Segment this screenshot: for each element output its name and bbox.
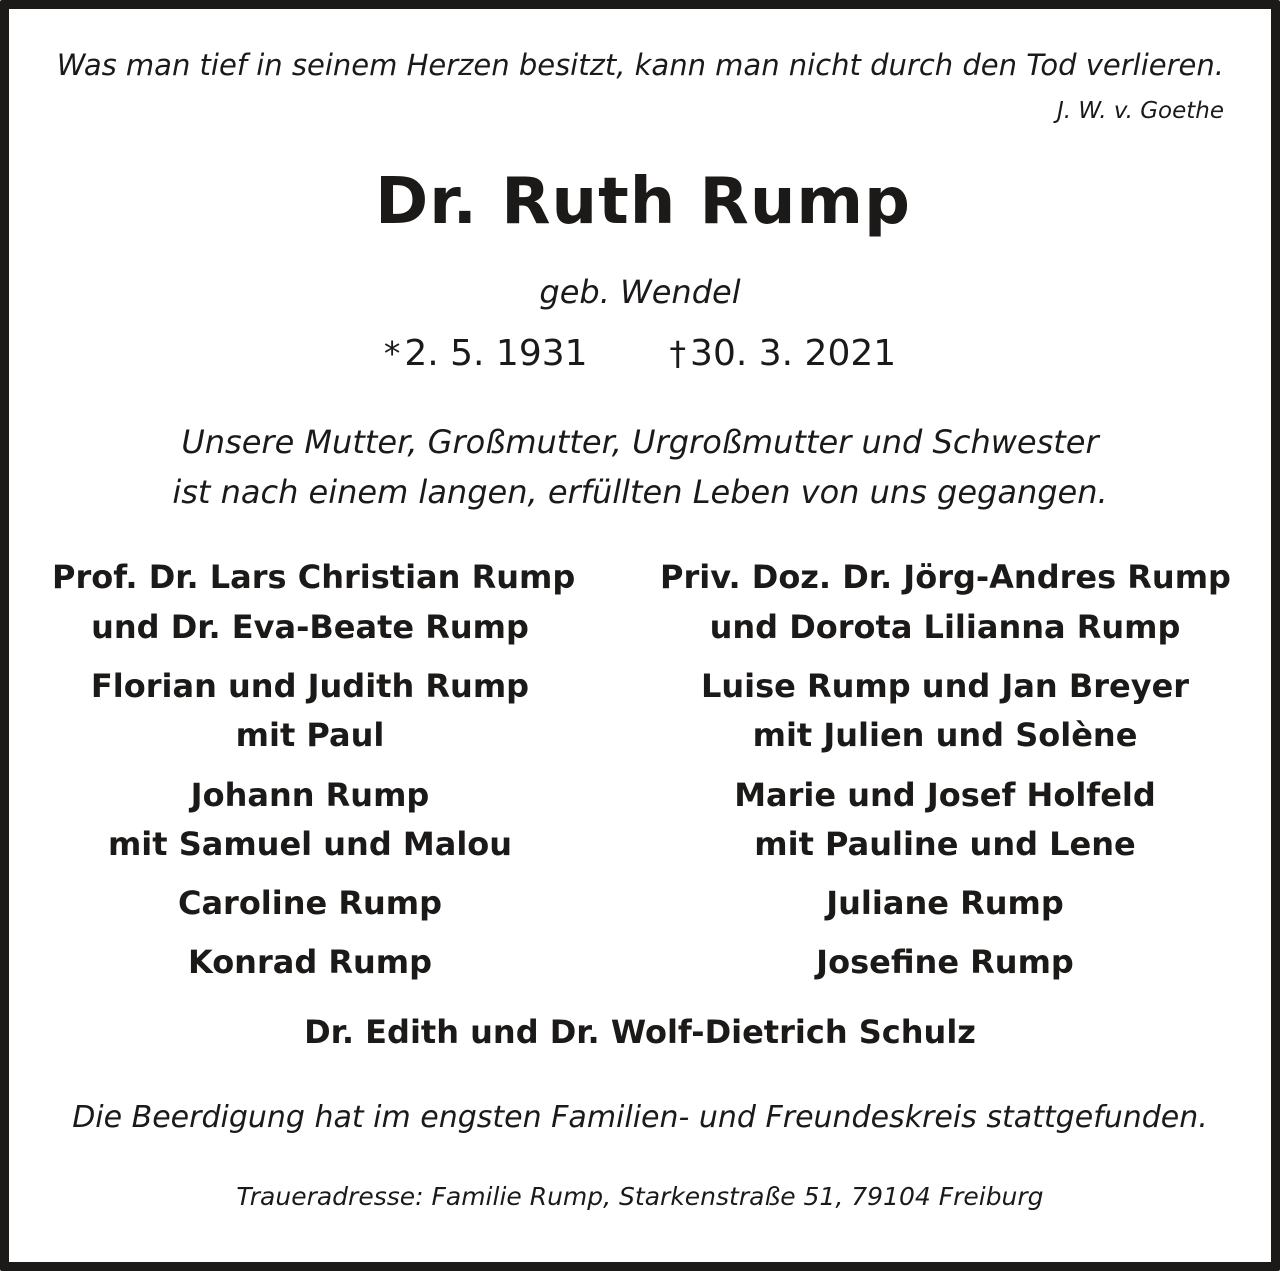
life-dates: [0, 333, 1280, 374]
deceased-name: Dr. Ruth Rump: [375, 165, 911, 239]
mourning-address: Traueradresse: Familie Rump, Starkenstraße 51, 79104 Freiburg: [236, 1182, 1044, 1211]
mourner-left-4-line-1: Caroline Rump: [177, 884, 443, 922]
quote-text: Was man tief in seinem Herzen besitzt, kann man nicht durch den Tod verlieren.: [56, 48, 1224, 82]
mourner-left-2-line-1: Florian und Judith Rump: [90, 667, 530, 705]
maiden-name: geb. Wendel: [539, 273, 741, 311]
mourner-left-1-line-2: und Dr. Eva-Beate Rump: [91, 608, 529, 646]
mourner-right-1-line-2: und Dorota Lilianna Rump: [709, 608, 1181, 646]
mourner-left-3-line-2: mit Samuel und Malou: [107, 825, 513, 863]
mourner-right-3-line-2: mit Pauline und Lene: [754, 825, 1136, 863]
death-symbol: †: [669, 334, 687, 373]
mourner-right-5-line-1: Josefine Rump: [816, 943, 1074, 981]
mourner-right-1-line-1: Priv. Doz. Dr. Jörg-Andres Rump: [660, 558, 1231, 596]
mourner-left-1-line-1: Prof. Dr. Lars Christian Rump: [52, 558, 576, 596]
birth-symbol: *: [383, 334, 401, 373]
birth-date: 2. 5. 1931: [404, 333, 588, 374]
mourner-right-4-line-1: Juliane Rump: [826, 884, 1064, 922]
mourner-right-2-line-2: mit Julien und Solène: [752, 716, 1138, 754]
mourner-right-2-line-1: Luise Rump und Jan Breyer: [700, 667, 1190, 705]
funeral-note: Die Beerdigung hat im engsten Familien- und Freundeskreis stattgefunden.: [72, 1100, 1208, 1135]
death-date: 30. 3. 2021: [690, 333, 897, 374]
mourner-left-3-line-1: Johann Rump: [190, 776, 430, 814]
message-line-1: Unsere Mutter, Großmutter, Urgroßmutter und Schwester: [181, 423, 1099, 461]
mourner-right-3-line-1: Marie und Josef Holfeld: [734, 776, 1156, 814]
quote-author: J. W. v. Goethe: [1056, 98, 1224, 124]
mourner-left-5-line-1: Konrad Rump: [187, 943, 433, 981]
mourner-left-2-line-2: mit Paul: [235, 716, 385, 754]
message-line-2: ist nach einem langen, erfüllten Leben von uns gegangen.: [172, 473, 1108, 511]
mourner-bottom: Dr. Edith und Dr. Wolf-Dietrich Schulz: [304, 1013, 976, 1051]
